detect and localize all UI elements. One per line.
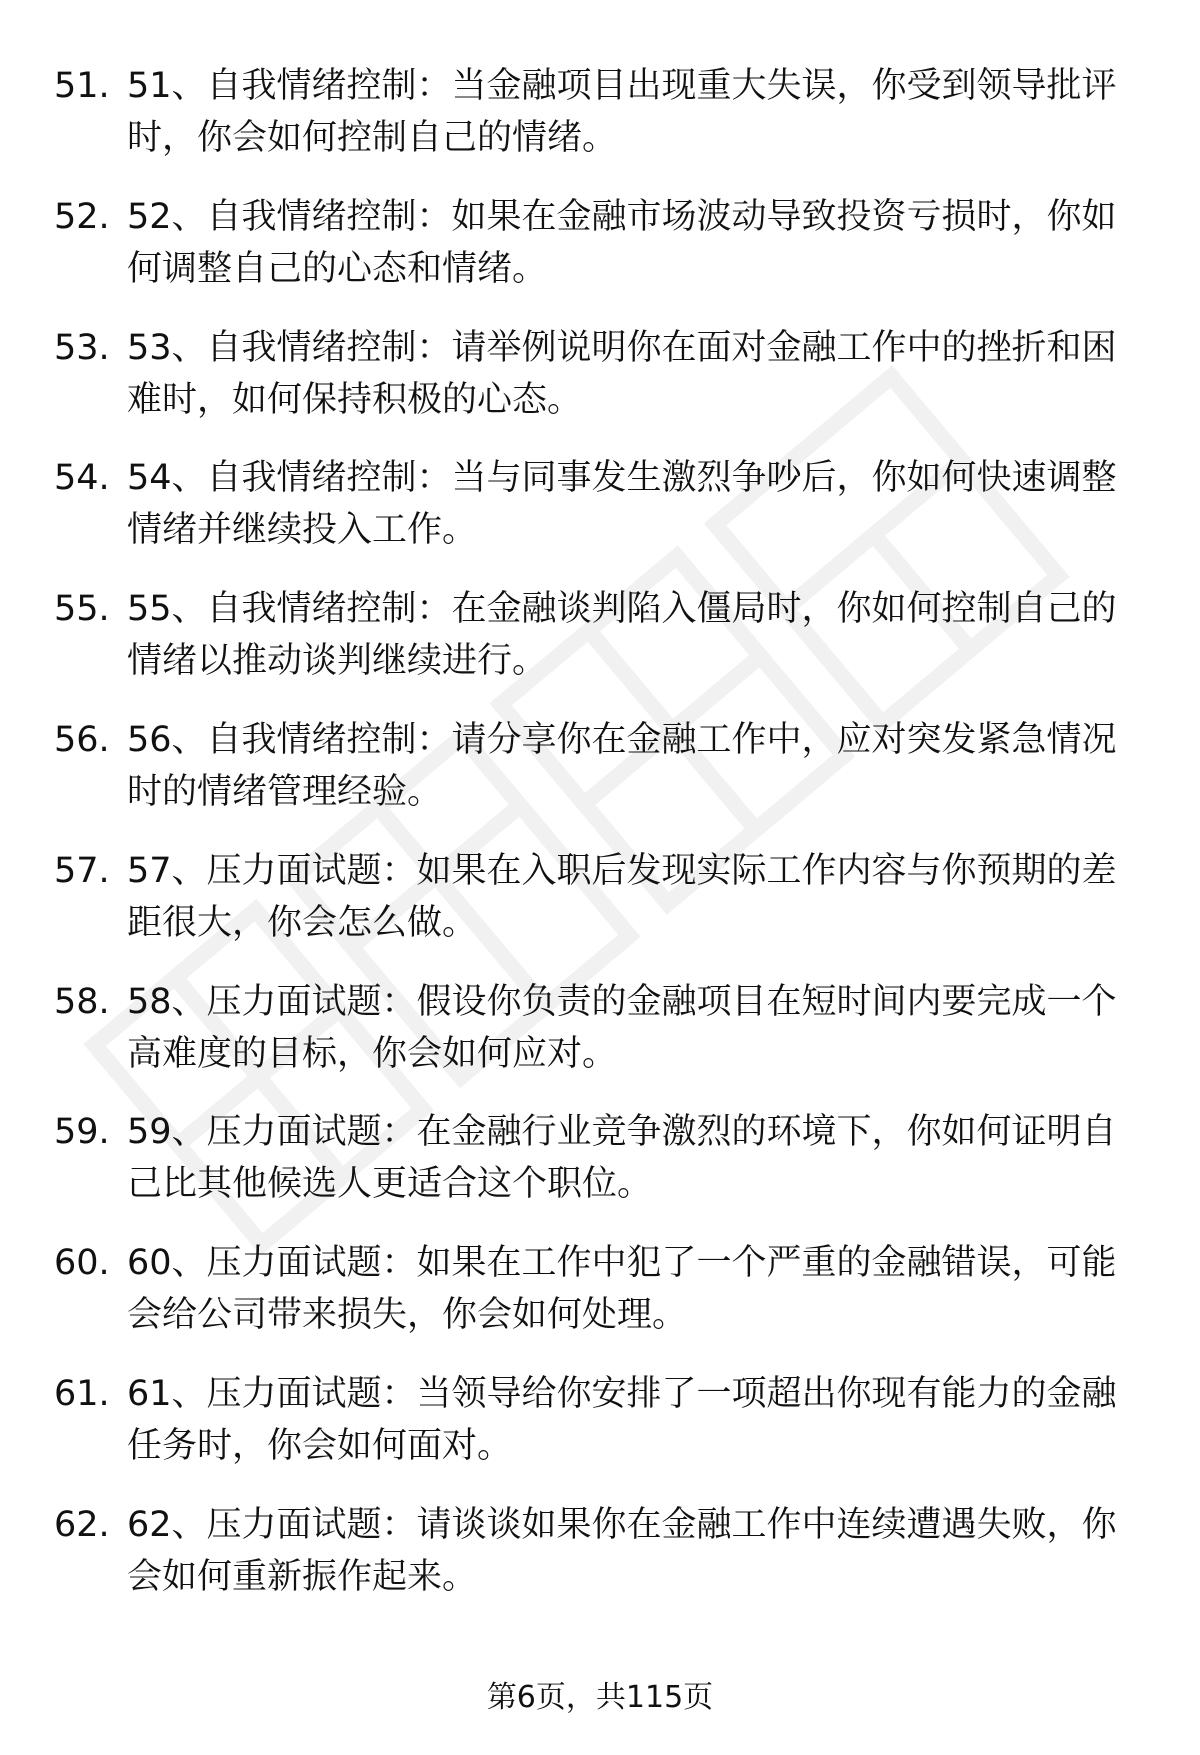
question-text: 59、压力面试题：在金融行业竞争激烈的环境下，你如何证明自己比其他候选人更适合这个职位。 — [127, 1112, 1117, 1205]
list-item — [0, 1368, 1200, 1499]
list-item — [0, 322, 1200, 453]
list-item — [0, 191, 1200, 322]
list-item — [0, 60, 1200, 191]
question-number: 52. — [54, 196, 110, 237]
list-item — [0, 1106, 1200, 1237]
question-list — [0, 60, 1200, 1630]
question-number: 54. — [54, 458, 110, 499]
question-number: 53. — [54, 327, 110, 368]
question-text: 57、压力面试题：如果在入职后发现实际工作内容与你预期的差距很大，你会怎么做。 — [127, 850, 1117, 943]
question-text: 61、压力面试题：当领导给你安排了一项超出你现有能力的金融任务时，你会如何面对。 — [127, 1373, 1117, 1466]
question-text: 60、压力面试题：如果在工作中犯了一个严重的金融错误，可能会给公司带来损失，你会如何处理。 — [127, 1243, 1117, 1336]
question-text: 52、自我情绪控制：如果在金融市场波动导致投资亏损时，你如何调整自己的心态和情绪。 — [127, 196, 1117, 289]
question-text: 51、自我情绪控制：当金融项目出现重大失误，你受到领导批评时，你会如何控制自己的情绪。 — [127, 66, 1117, 158]
page-number-footer: 第6页，共115页 — [486, 1680, 714, 1715]
question-text: 56、自我情绪控制：请分享你在金融工作中，应对突发紧急情况时的情绪管理经验。 — [127, 719, 1117, 812]
question-number: 51. — [54, 66, 110, 106]
question-text: 53、自我情绪控制：请举例说明你在面对金融工作中的挫折和困难时，如何保持积极的心态。 — [127, 327, 1117, 420]
list-item — [0, 583, 1200, 714]
list-item — [0, 452, 1200, 583]
list-item — [0, 1499, 1200, 1630]
question-text: 55、自我情绪控制：在金融谈判陷入僵局时，你如何控制自己的情绪以推动谈判继续进行。 — [127, 589, 1117, 682]
question-number: 61. — [54, 1373, 110, 1414]
question-number: 55. — [54, 589, 110, 630]
question-number: 60. — [54, 1243, 110, 1284]
question-text: 58、压力面试题：假设你负责的金融项目在短时间内要完成一个高难度的目标，你会如何应对。 — [127, 981, 1117, 1074]
list-item — [0, 976, 1200, 1107]
list-item — [0, 714, 1200, 845]
question-number: 62. — [54, 1504, 110, 1545]
question-number: 57. — [54, 850, 110, 891]
list-item — [0, 1237, 1200, 1368]
question-text: 54、自我情绪控制：当与同事发生激烈争吵后，你如何快速调整情绪并继续投入工作。 — [127, 458, 1117, 551]
list-item — [0, 845, 1200, 976]
question-number: 59. — [54, 1112, 110, 1153]
question-number: 58. — [54, 981, 110, 1022]
question-number: 56. — [54, 719, 110, 760]
question-text: 62、压力面试题：请谈谈如果你在金融工作中连续遭遇失败，你会如何重新振作起来。 — [127, 1504, 1117, 1597]
